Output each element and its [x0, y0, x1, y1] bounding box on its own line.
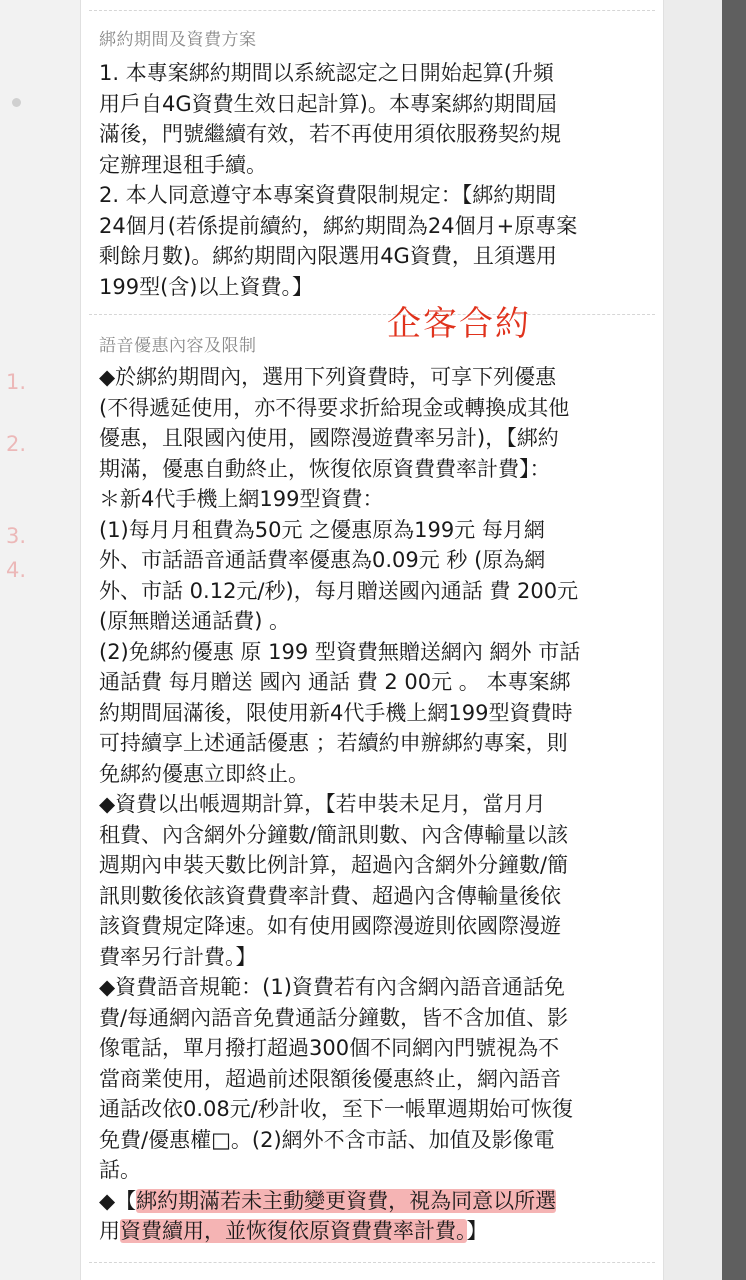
text-line: 免綁約優惠立即終止。 — [99, 761, 309, 786]
text-line: 週期內申裝天數比例計算，超過內含網外分鐘數/簡 — [99, 853, 569, 877]
text-line: (2)免綁約優惠 原 199 型資費無贈送網內 網外 市話 — [99, 639, 581, 664]
text-line: ＊新4代手機上網199型資費： — [99, 487, 384, 511]
section-divider — [89, 314, 655, 315]
text-line: 2. 本人同意遵守本專案資費限制規定：【綁約期間 — [99, 183, 557, 207]
text-line: 訊則數後依該資費費率計費、超過內含傳輸量後依 — [99, 883, 561, 908]
right-edge-shadow — [722, 0, 746, 1280]
text-line: 24個月(若係提前續約，綁約期間為24個月+原專案 — [99, 213, 578, 238]
highlighted-line — [99, 1186, 659, 1217]
text-line: 滿後，門號繼續有效，若不再使用須依服務契約規 — [99, 122, 561, 146]
text-line: ◆資費語音規範：(1)資費若有內含網內語音通話免 — [99, 975, 565, 999]
text-line: 通話改依0.08元/秒計收，至下一帳單週期始可恢復 — [99, 1097, 573, 1121]
text-line: 199型(含)以上資費。】 — [99, 274, 313, 299]
highlighted-text: 資費續用，並恢復依原資費費率計費。 — [120, 1219, 467, 1243]
text-line: 用戶自4G資費生效日起計算)。本專案綁約期間屆 — [99, 91, 557, 116]
text-line: 優惠，且限國內使用，國際漫遊費率另計)，【綁約 — [99, 426, 559, 450]
bullet-dot-icon — [12, 98, 21, 107]
contract-period-text — [99, 58, 659, 302]
section-title-contract-period: 綁約期間及資費方案 — [99, 30, 257, 50]
text-line: 費/每通網內語音免費通話分鐘數，皆不含加值、影 — [99, 1005, 569, 1030]
text-fragment: 用 — [99, 1219, 120, 1243]
text-line: 像電話，單月撥打超過300個不同網內門號視為不 — [99, 1036, 560, 1060]
text-line: 剩餘月數)。綁約期間內限選用4G資費，且須選用 — [99, 244, 557, 268]
text-line: 1. 本專案綁約期間以系統認定之日開始起算(升頻 — [99, 61, 554, 85]
text-line: 外、市話 0.12元/秒)，每月贈送國內通話 費 200元 — [99, 578, 579, 603]
text-line: (1)每月月租費為50元 之優惠原為199元 每月網 — [99, 517, 545, 542]
gutter-number: 3. — [6, 524, 27, 548]
gutter-number: 2. — [6, 432, 27, 456]
company-contract-stamp: 企客合約 — [387, 304, 531, 344]
gutter-number: 1. — [6, 370, 27, 394]
voice-offer-text — [99, 362, 659, 1247]
text-line: 該資費規定降速。如有使用國際漫遊則依國際漫遊 — [99, 914, 561, 938]
text-line: 可持續享上述通話優惠 ；若續約申辦綁約專案，則 — [99, 731, 568, 755]
highlighted-line — [99, 1216, 659, 1247]
section-divider — [89, 1262, 655, 1263]
section-divider — [89, 10, 655, 11]
gutter-number: 4. — [6, 558, 27, 582]
text-line: 話。 — [99, 1158, 141, 1182]
text-fragment: 】 — [466, 1219, 488, 1243]
text-fragment: ◆【 — [99, 1188, 137, 1213]
text-line: 約期間屆滿後，限使用新4代手機上網199型資費時 — [99, 700, 573, 725]
text-line: 外、市話語音通話費率優惠為0.09元 秒 (原為網 — [99, 548, 546, 572]
left-gutter — [0, 0, 80, 1280]
text-line: 期滿，優惠自動終止，恢復依原資費費率計費】： — [99, 456, 551, 481]
highlighted-text: 綁約期滿若未主動變更資費，視為同意以所選 — [136, 1188, 557, 1213]
text-line: (不得遞延使用，亦不得要求折給現金或轉換成其他 — [99, 395, 570, 420]
text-line: 費率另行計費。】 — [99, 944, 257, 969]
section-title-voice-offer: 語音優惠內容及限制 — [99, 336, 257, 356]
text-line: ◆於綁約期間內，選用下列資費時，可享下列優惠 — [99, 365, 557, 389]
text-line: 免費/優惠權□。(2)網外不含市話、加值及影像電 — [99, 1127, 555, 1152]
contract-terms-card[interactable] — [80, 0, 664, 1280]
text-line: 定辦理退租手續。 — [99, 152, 267, 177]
text-line: 通話費 每月贈送 國內 通話 費 2 00元 。 本專案綁 — [99, 670, 571, 694]
text-line: 當商業使用，超過前述限額後優惠終止，網內語音 — [99, 1066, 561, 1091]
text-line: (原無贈送通話費) 。 — [99, 609, 291, 633]
text-line: ◆資費以出帳週期計算，【若申裝未足月，當月月 — [99, 792, 546, 816]
text-line: 租費、內含網外分鐘數/簡訊則數、內含傳輸量以該 — [99, 822, 569, 847]
